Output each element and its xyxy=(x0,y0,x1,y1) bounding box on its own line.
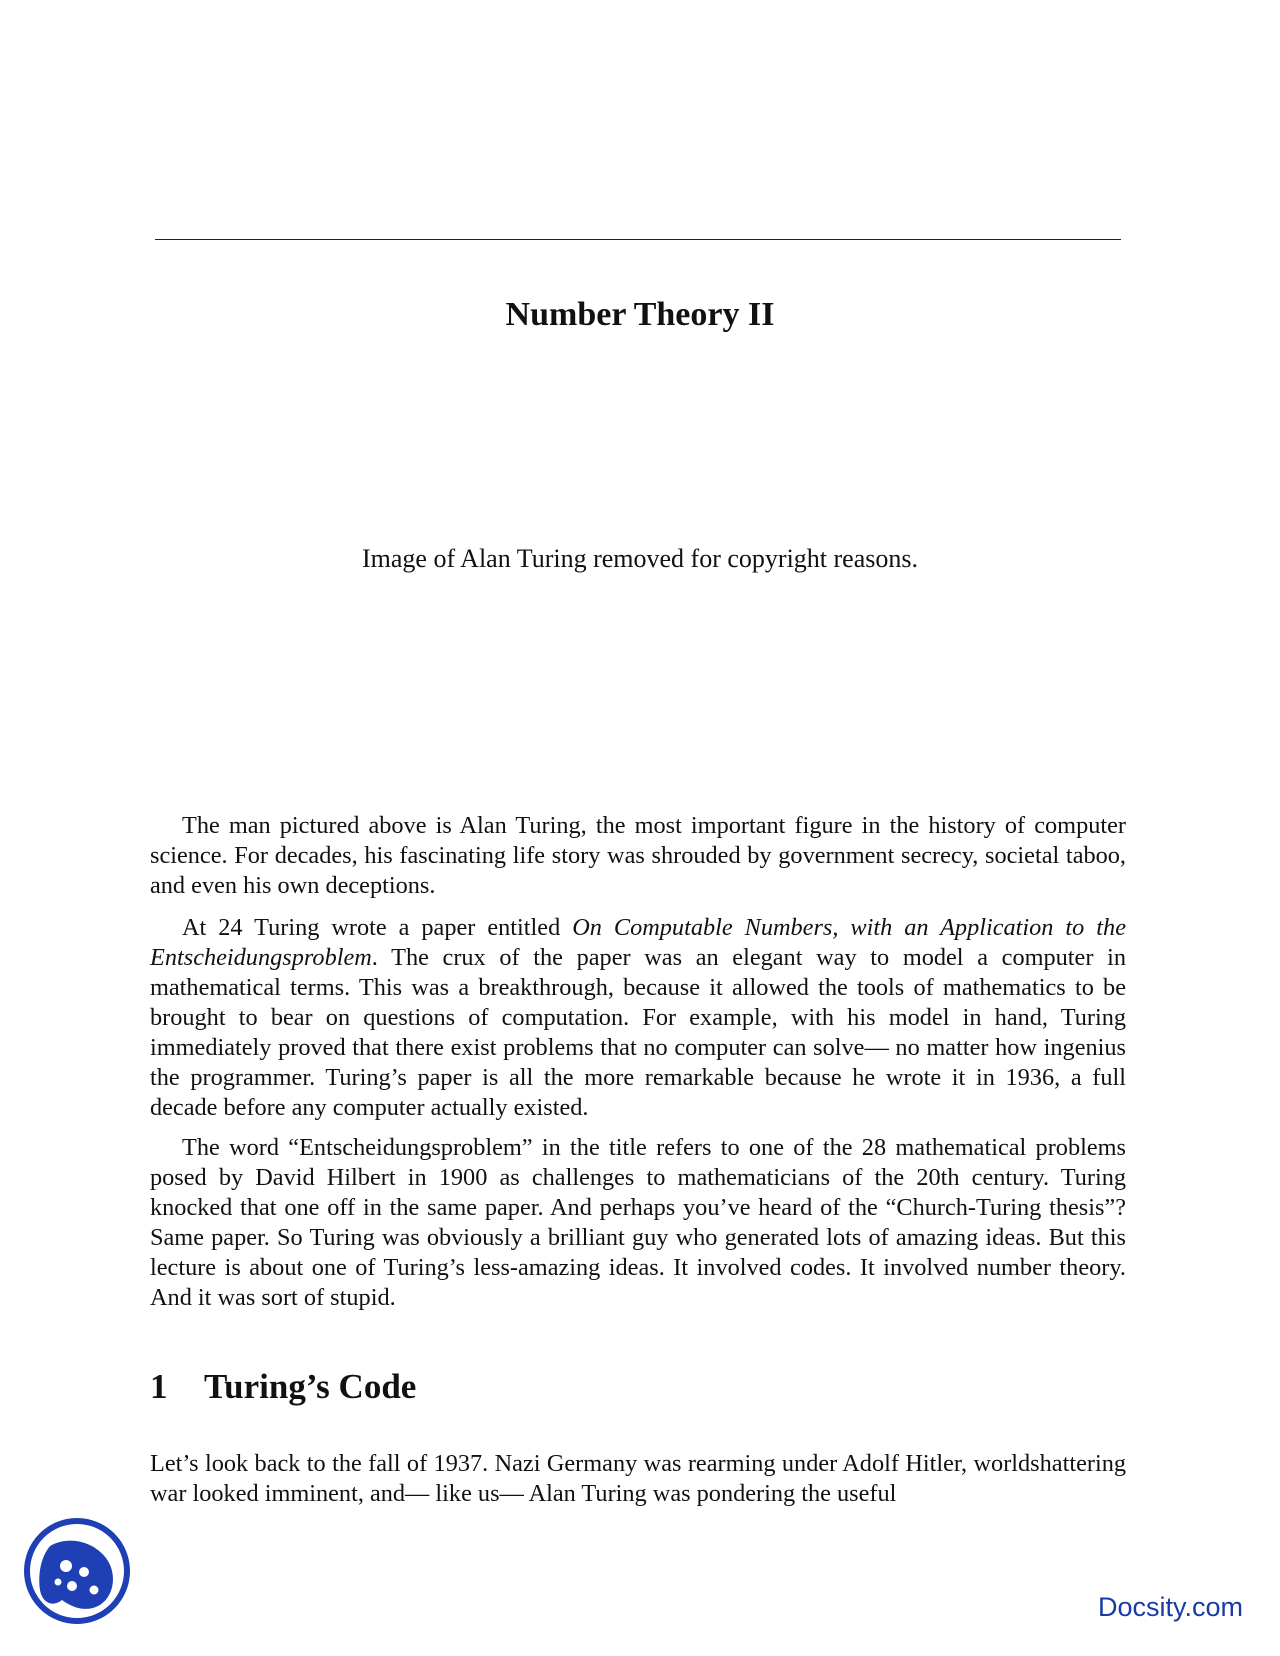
paragraph-3: The word “Entscheidungsproblem” in the title refers to one of the 28 mathematical problems posed by David Hilbert in 1900 as challenges to mathematicians of the 20th century. Turing knocked that one off in the same paper. And perhaps you’ve heard of the “Church-Turing thesis”? Same paper. So Turing was obviously a brilliant guy who generated lots of amazing ideas. But this lecture is about one of Turing’s less-amazing ideas. It involved codes. It involved number theory. And it was sort of stupid. xyxy=(150,1134,1126,1311)
docsity-brand-link[interactable]: Docsity.com xyxy=(1098,1592,1244,1622)
section-number: 1 xyxy=(150,1367,168,1406)
paragraph-2 xyxy=(150,913,1126,1123)
document-title: Number Theory II xyxy=(505,296,775,333)
section-title: Turing’s Code xyxy=(204,1367,417,1406)
title-rule xyxy=(155,239,1121,240)
paper-title: On Computable Numbers, with an Application to the Entscheidungsproblem xyxy=(150,914,1126,971)
paragraph-4: Let’s look back to the fall of 1937. Nazi Germany was rearming under Adolf Hitler, worldshattering war looked imminent, and— like us— Alan Turing was pondering the useful xyxy=(150,1450,1126,1507)
image-removed-note: Image of Alan Turing removed for copyright reasons. xyxy=(361,544,918,573)
paragraph-2-rest: . The crux of the paper was an elegant way to model a computer in mathematical terms. This was a breakthrough, because it allowed the tools of mathematics to be brought to bear on questions of computation. For example, with his model in hand, Turing immediately proved that there exist problems that no computer can solve— no matter how ingenius the programmer. Turing’s paper is all the more remarkable because he wrote it in 1936, a full decade before any computer actually existed. xyxy=(150,944,1126,1121)
docsity-logo-icon xyxy=(22,1516,132,1626)
paragraph-1: The man pictured above is Alan Turing, the most important figure in the history of computer science. For decades, his fascinating life story was shrouded by government secrecy, societal taboo, and even his own deceptions. xyxy=(150,812,1126,899)
section-heading xyxy=(150,1367,416,1407)
paragraph-2-lead: At 24 Turing wrote a paper entitled xyxy=(182,914,573,941)
